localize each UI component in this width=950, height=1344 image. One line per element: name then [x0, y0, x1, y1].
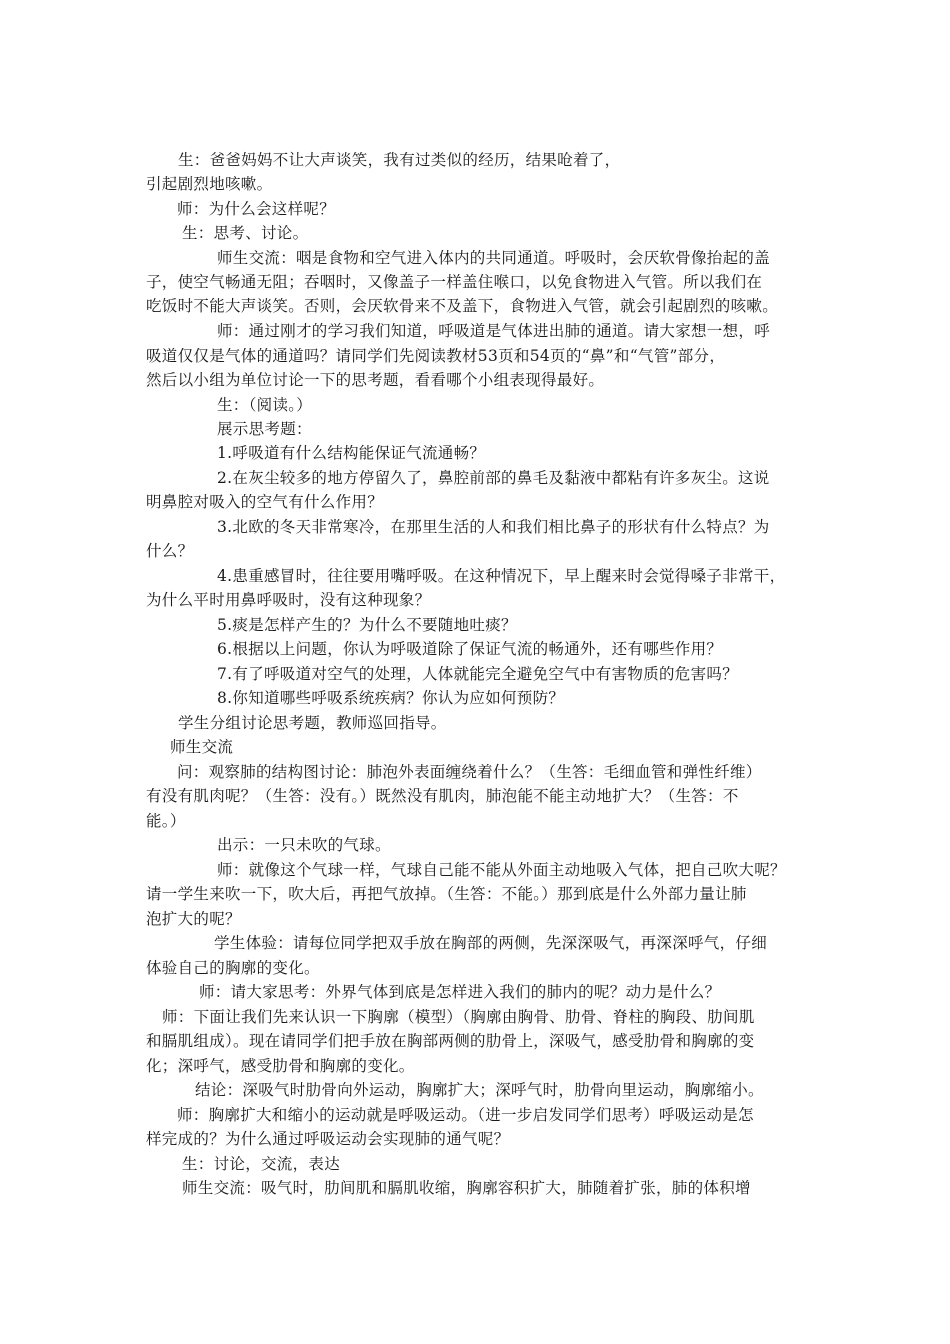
text-line: 体验自己的胸廓的变化。 — [146, 959, 320, 977]
text-line: 8.你知道哪些呼吸系统疾病？你认为应如何预防？ — [217, 689, 565, 707]
text-line: 师：请大家思考：外界气体到底是怎样进入我们的肺内的呢？动力是什么？ — [199, 983, 721, 1001]
text-line: 师生交流：咽是食物和空气进入体内的共同通道。呼吸时，会厌软骨像抬起的盖 — [217, 249, 771, 267]
text-line: 样完成的？为什么通过呼吸运动会实现肺的通气呢？ — [146, 1130, 510, 1148]
text-line: 子，使空气畅通无阻；吞咽时，又像盖子一样盖住喉口，以免食物进入气管。所以我们在 — [146, 273, 763, 291]
text-line: 吃饭时不能大声谈笑。否则，会厌软骨来不及盖下，食物进入气管，就会引起剧烈的咳嗽。 — [146, 297, 779, 315]
text-line: 7.有了呼吸道对空气的处理，人体就能完全避免空气中有害物质的危害吗？ — [217, 665, 738, 683]
text-line: 生：思考、讨论。 — [182, 224, 309, 242]
text-line: 吸道仅仅是气体的通道吗？请同学们先阅读教材53页和54页的“鼻”和“气管”部分， — [146, 347, 726, 365]
text-line: 为什么平时用鼻呼吸时，没有这种现象？ — [146, 591, 431, 609]
text-line: 能。） — [146, 812, 186, 830]
text-line: 什么？ — [146, 542, 194, 560]
text-line: 明鼻腔对吸入的空气有什么作用？ — [146, 493, 384, 511]
text-line: 问：观察肺的结构图讨论：肺泡外表面缠绕着什么？（生答：毛细血管和弹性纤维） — [177, 763, 762, 781]
text-line: 6.根据以上问题，你认为呼吸道除了保证气流的畅通外，还有哪些作用？ — [217, 640, 723, 658]
text-line: 生：（阅读。） — [217, 396, 313, 414]
text-line: 学生分组讨论思考题，教师巡回指导。 — [178, 714, 447, 732]
text-line: 师：通过刚才的学习我们知道，呼吸道是气体进出肺的通道。请大家想一想，呼 — [217, 322, 771, 340]
text-line: 生：讨论，交流，表达 — [182, 1155, 341, 1173]
text-line: 请一学生来吹一下，吹大后，再把气放掉。（生答：不能。）那到底是什么外部力量让肺 — [146, 885, 747, 903]
text-line: 泡扩大的呢？ — [146, 910, 241, 928]
text-line: 师：下面让我们先来认识一下胸廓（模型）（胸廓由胸骨、肋骨、脊柱的胸段、肋间肌 — [162, 1008, 755, 1026]
text-line: 和膈肌组成）。现在请同学们把手放在胸部两侧的肋骨上，深吸气，感受肋骨和胸廓的变 — [146, 1032, 755, 1050]
text-line: 1.呼吸道有什么结构能保证气流通畅？ — [217, 444, 486, 462]
text-line: 师：胸廓扩大和缩小的运动就是呼吸运动。（进一步启发同学们思考）呼吸运动是怎 — [177, 1106, 754, 1124]
text-line: 生：爸爸妈妈不让大声谈笑，我有过类似的经历，结果呛着了， — [178, 151, 621, 169]
text-line: 2.在灰尘较多的地方停留久了，鼻腔前部的鼻毛及黏液中都粘有许多灰尘。这说 — [217, 469, 770, 487]
text-line: 化；深呼气，感受肋骨和胸廓的变化。 — [146, 1057, 415, 1075]
text-line: 然后以小组为单位讨论一下的思考题，看看哪个小组表现得最好。 — [146, 371, 605, 389]
text-line: 引起剧烈地咳嗽。 — [146, 175, 273, 193]
text-line: 师生交流 — [170, 738, 234, 756]
text-line: 3.北欧的冬天非常寒冷，在那里生活的人和我们相比鼻子的形状有什么特点？为 — [217, 518, 770, 536]
text-line: 5.痰是怎样产生的？为什么不要随地吐痰？ — [217, 616, 517, 634]
text-line: 4.患重感冒时，往往要用嘴呼吸。在这种情况下，早上醒来时会觉得嗓子非常干， — [217, 567, 786, 585]
text-line: 结论：深吸气时肋骨向外运动，胸廓扩大；深呼气时，肋骨向里运动，胸廓缩小。 — [195, 1081, 764, 1099]
text-line: 师：为什么会这样呢？ — [177, 200, 336, 218]
text-line: 有没有肌肉呢？（生答：没有。）既然没有肌肉，肺泡能不能主动地扩大？（生答：不 — [146, 787, 739, 805]
text-line: 师生交流：吸气时，肋间肌和膈肌收缩，胸廓容积扩大，肺随着扩张，肺的体积增 — [182, 1179, 751, 1197]
text-line: 出示：一只未吹的气球。 — [217, 836, 391, 854]
text-line: 师：就像这个气球一样，气球自己能不能从外面主动地吸入气体，把自己吹大呢？ — [217, 861, 786, 879]
text-line: 学生体验：请每位同学把双手放在胸部的两侧，先深深吸气，再深深呼气，仔细 — [214, 934, 768, 952]
text-line: 展示思考题： — [217, 420, 312, 438]
